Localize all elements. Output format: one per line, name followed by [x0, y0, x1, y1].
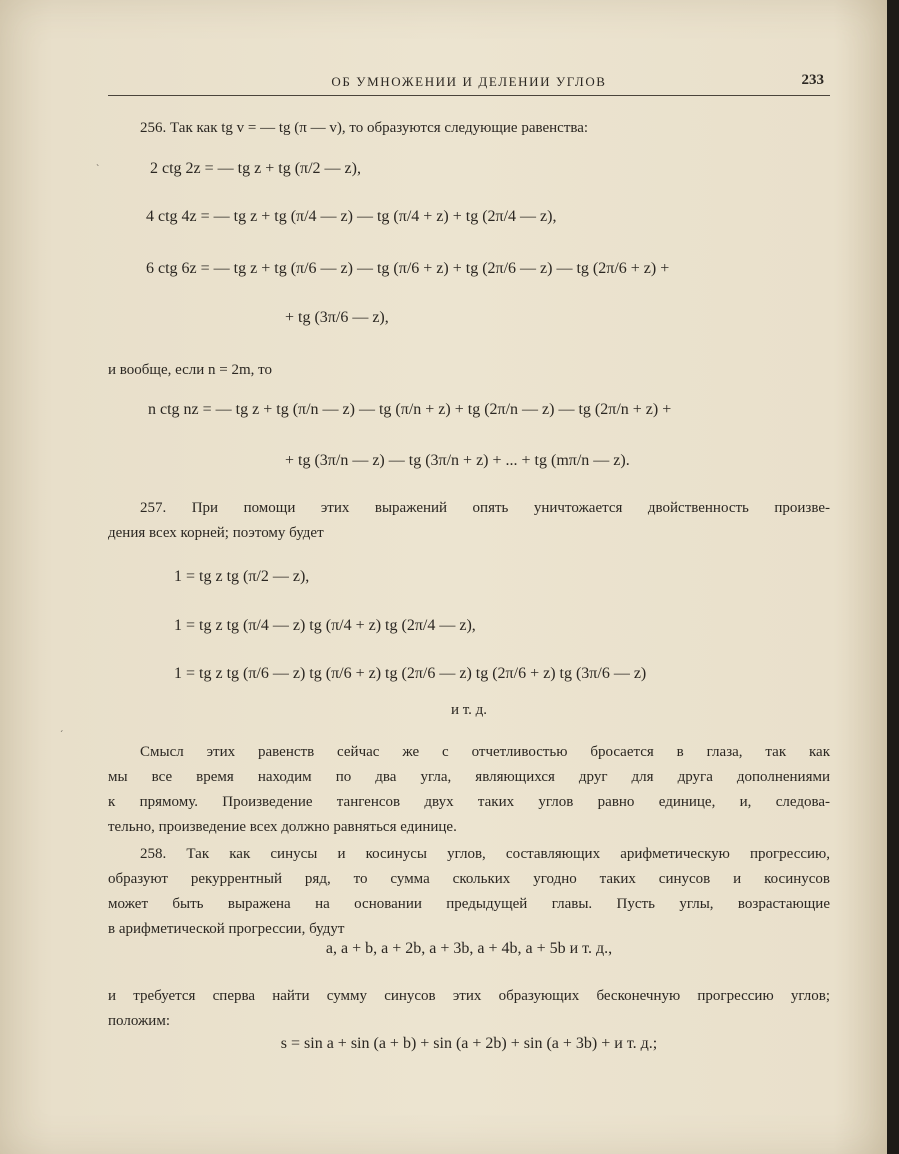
- section-258-line-1: 258. Так как синусы и косинусы углов, составляющих арифметическую прогрессию,: [140, 846, 830, 862]
- equation-256-3a: 6 ctg 6z = — tg z + tg (π/6 — z) — tg (π/6 + z) + tg (2π/6 — z) — tg (2π/6 + z) +: [146, 260, 670, 277]
- section-257-line-2: дения всех корней; поэтому будет: [108, 525, 324, 541]
- section-258-text: [108, 842, 830, 942]
- equation-256-1: 2 ctg 2z = — tg z + tg (π/2 — z),: [150, 160, 361, 177]
- section-258-line-3: может быть выражена на основании предыдущей главы. Пусть углы, возрастающие: [108, 896, 830, 912]
- equation-257-3: 1 = tg z tg (π/6 — z) tg (π/6 + z) tg (2π/6 — z) tg (2π/6 + z) tg (3π/6 — z): [174, 665, 647, 682]
- equation-258-sum: s = sin a + sin (a + b) + sin (a + 2b) + sin (a + 3b) + и т. д.;: [280, 1035, 658, 1052]
- equation-257-etc: и т. д.: [450, 702, 488, 718]
- explanation-line-1: Смысл этих равенств сейчас же с отчетливостью бросается в глаза, так как: [140, 744, 830, 760]
- equation-256-3b: + tg (3π/6 — z),: [285, 309, 389, 326]
- section-257-explanation: [108, 740, 830, 840]
- section-258-line-4: в арифметической прогрессии, будут: [108, 921, 345, 937]
- section-258-line-5: и требуется сперва найти сумму синусов этих образующих бесконечную прогрессию углов;: [108, 988, 830, 1004]
- running-title: ОБ УМНОЖЕНИИ И ДЕЛЕНИИ УГЛОВ: [331, 74, 607, 89]
- equation-256-4a: n ctg nz = — tg z + tg (π/n — z) — tg (π/n + z) + tg (2π/n — z) — tg (2π/n + z) +: [148, 401, 672, 418]
- equation-257-2: 1 = tg z tg (π/4 — z) tg (π/4 + z) tg (2π/4 — z),: [174, 617, 476, 634]
- explanation-line-3: к прямому. Произведение тангенсов двух таких углов равно единице, и, следова-: [108, 794, 830, 810]
- section-258-line-6: положим:: [108, 1013, 170, 1029]
- progression-sequence: a, a + b, a + 2b, a + 3b, a + 4b, a + 5b и т. д.,: [325, 940, 613, 957]
- explanation-line-2: мы все время находим по два угла, являющихся друг для друга дополнениями: [108, 769, 830, 785]
- section-258-line-2: образуют рекуррентный ряд, то сумма скольких угодно таких синусов и косинусов: [108, 871, 830, 887]
- section-257-line-1: 257. При помощи этих выражений опять уничтожается двойственность произве-: [140, 500, 830, 516]
- margin-speck: ˋ: [96, 164, 100, 175]
- section-258-continuation: [108, 984, 830, 1034]
- margin-speck: ˊ: [60, 730, 64, 741]
- equation-256-2: 4 ctg 4z = — tg z + tg (π/4 — z) — tg (π/4 + z) + tg (2π/4 — z),: [146, 208, 557, 225]
- explanation-line-4: тельно, произведение всех должно равняться единице.: [108, 819, 457, 835]
- section-257-text: [108, 496, 830, 546]
- equation-257-1: 1 = tg z tg (π/2 — z),: [174, 568, 310, 585]
- equation-256-4b: + tg (3π/n — z) — tg (3π/n + z) + ... + tg (mπ/n — z).: [285, 452, 630, 469]
- header-rule: [108, 95, 830, 96]
- page-number: 233: [801, 72, 824, 88]
- section-256-general: и вообще, если n = 2m, то: [108, 362, 273, 378]
- section-256-intro: 256. Так как tg v = — tg (π — v), то образуются следующие равенства:: [140, 120, 589, 136]
- page-header: [108, 70, 830, 92]
